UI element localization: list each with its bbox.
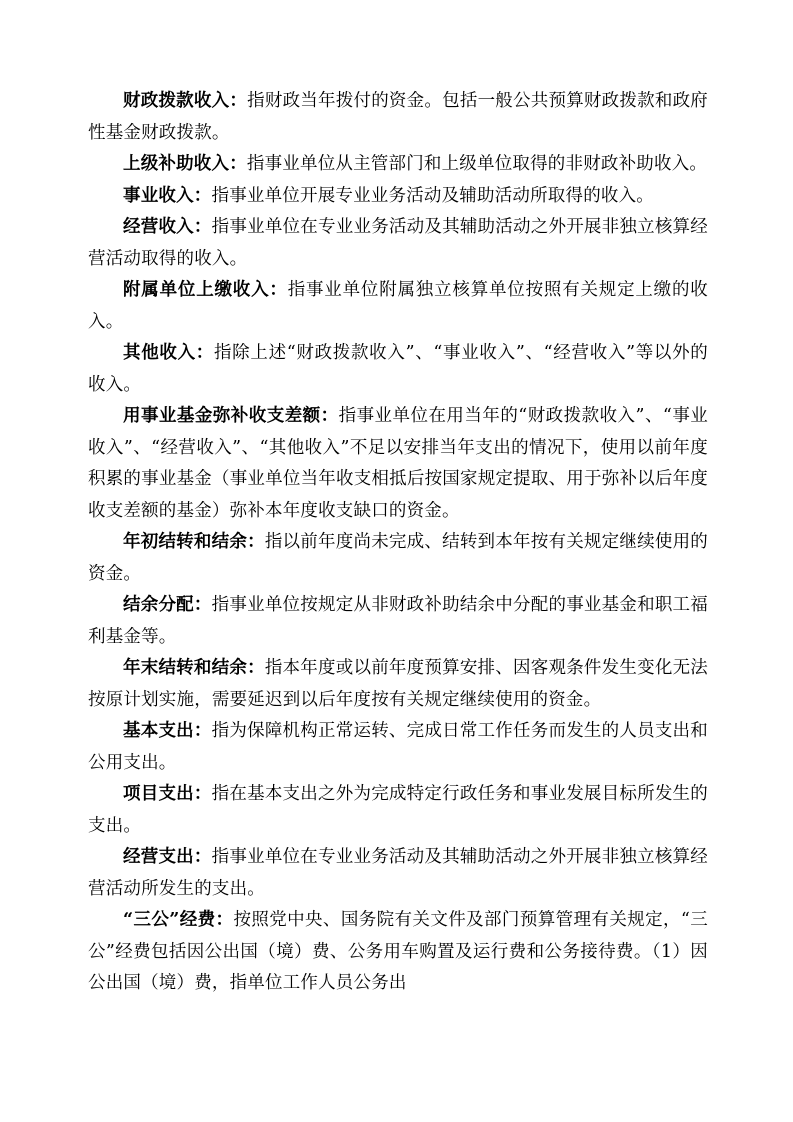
paragraph-balance-distribution (88, 590, 708, 653)
term-definition: 指事业单位在专业业务活动及其辅助活动之外开展非独立核算经营活动取得的收入。 (88, 217, 708, 269)
term-definition: 指为保障机构正常运转、完成日常工作任务而发生的人员支出和公用支出。 (88, 721, 708, 773)
term-definition: 指事业单位从主管部门和上级单位取得的非财政补助收入。 (246, 154, 708, 174)
term-label: 基本支出： (123, 721, 212, 741)
paragraph-three-public-expenses (88, 905, 708, 1000)
term-definition: 指事业单位附属独立核算单位按照有关规定上缴的收入。 (88, 280, 708, 332)
term-label: 经营支出： (123, 847, 212, 867)
term-definition: 指本年度或以前年度预算安排、因客观条件发生变化无法按原计划实施，需要延迟到以后年度按有关规定继续使用的资金。 (88, 658, 708, 710)
term-label: 结余分配： (123, 595, 212, 615)
paragraph-basic-expenditure (88, 716, 708, 779)
paragraph-year-end-carryover-balance (88, 653, 708, 716)
term-label: 经营收入： (123, 217, 212, 237)
paragraph-project-expenditure (88, 779, 708, 842)
term-definition: 指事业单位按规定从非财政补助结余中分配的事业基金和职工福利基金等。 (88, 595, 708, 647)
term-label: 用事业基金弥补收支差额： (123, 406, 339, 426)
term-definition: 指在基本支出之外为完成特定行政任务和事业发展目标所发生的支出。 (88, 784, 708, 836)
document-body (88, 86, 708, 1000)
term-definition: 指以前年度尚未完成、结转到本年按有关规定继续使用的资金。 (88, 532, 708, 584)
paragraph-beginning-carryover-balance (88, 527, 708, 590)
paragraph-fund-offset-balance (88, 401, 708, 527)
paragraph-business-income (88, 181, 708, 213)
term-definition: 指除上述“财政拨款收入”、“事业收入”、“经营收入”等以外的收入。 (88, 343, 709, 395)
term-label: 项目支出： (123, 784, 212, 804)
term-label: 其他收入： (123, 343, 214, 363)
term-definition: 指事业单位在专业业务活动及其辅助活动之外开展非独立核算经营活动所发生的支出。 (88, 847, 708, 899)
term-label: 附属单位上缴收入： (123, 280, 288, 300)
paragraph-financial-appropriation-income (88, 86, 708, 149)
term-label: 年末结转和结余： (123, 658, 265, 678)
term-label: 事业收入： (123, 185, 212, 206)
term-label: “三公”经费： (123, 910, 234, 930)
term-label: 财政拨款收入： (123, 91, 248, 111)
paragraph-operating-income (88, 212, 708, 275)
term-definition: 按照党中央、国务院有关文件及部门预算管理有关规定，“三公”经费包括因公出国（境）费、公务用车购置及运行费和公务接待费。（1）因公出国（境）费，指单位工作人员公务出 (88, 910, 708, 993)
term-label: 上级补助收入： (123, 154, 247, 174)
paragraph-affiliated-unit-payment-income (88, 275, 708, 338)
paragraph-operating-expenditure (88, 842, 708, 905)
term-definition: 指事业单位开展专业业务活动及辅助活动所取得的收入。 (211, 185, 654, 206)
paragraph-other-income (88, 338, 708, 401)
term-label: 年初结转和结余： (123, 532, 265, 552)
term-definition: 指事业单位在用当年的“财政拨款收入”、“事业收入”、“经营收入”、“其他收入”不足以安排当年支出的情况下，使用以前年度积累的事业基金（事业单位当年收支相抵后按国家规定提取、用于弥补以后年度收支差额的基金）弥补本年度收支缺口的资金。 (88, 406, 708, 521)
paragraph-superior-subsidy-income (88, 149, 708, 181)
term-definition: 指财政当年拨付的资金。包括一般公共预算财政拨款和政府性基金财政拨款。 (88, 91, 709, 143)
